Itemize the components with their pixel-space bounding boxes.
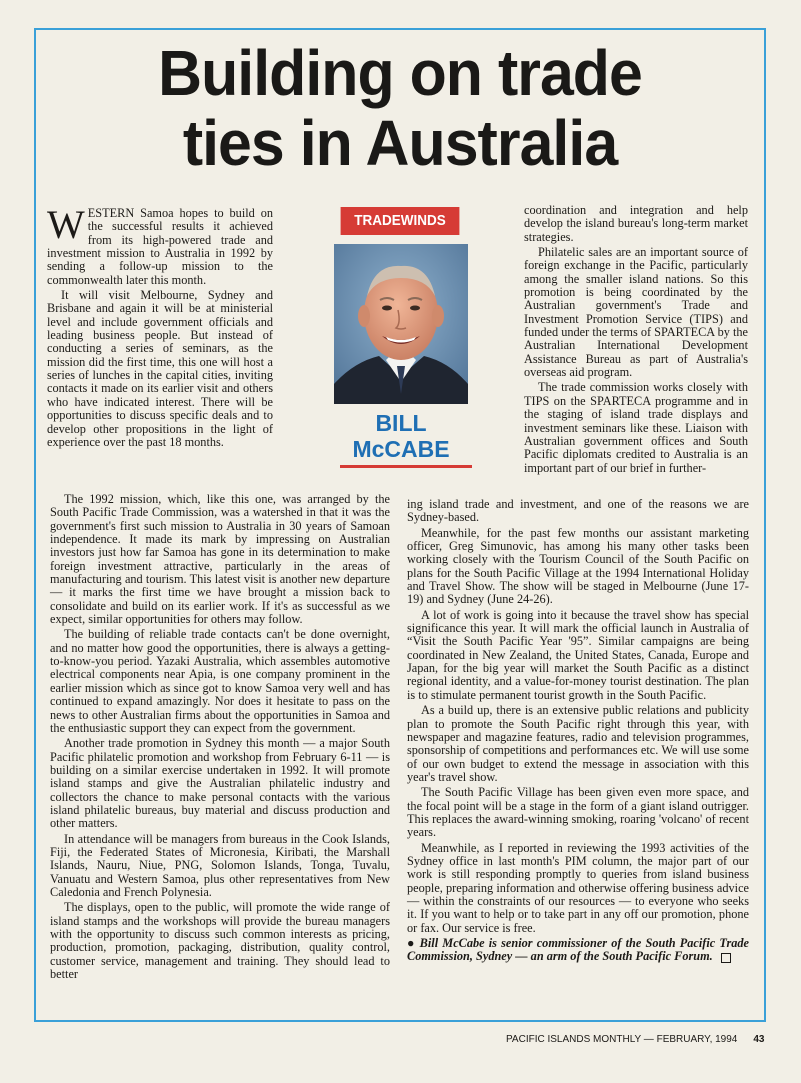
- paragraph: Philatelic sales are an important source of foreign exchange in the Pacific, particularly among the smaller island nations. So this promotion is being coordinated by the Australian government's Trade and Investment Promotion Service (TIPS) and funded under the terms of SPARTECA by the Australian International Development Assistance Bureau as part of Australia's overseas aid program.: [524, 245, 748, 380]
- paragraph: Meanwhile, as I reported in reviewing the 1993 activities of the Sydney office in last month's PIM column, the major part of our work is still responding promptly to queries from island business people, preparing information and otherwise offering business advice — within the constraints of our resources — to everyone who seeks it. If you want to help or to take part in any off our promotion, phone or fax. Our service is free.: [407, 840, 749, 935]
- end-mark-icon: [721, 953, 731, 963]
- page-number: 43: [753, 1034, 765, 1045]
- portrait-image: [334, 244, 468, 404]
- paragraph: It will visit Melbourne, Sydney and Brisbane and again it will be at ministerial level and include government officials and leading business people. But instead of conducting a series of seminars, as the mission did the first time, this one will host a series of lunches in the capital cities, inviting contacts it made on its earlier visit and others who have indicated interest. There will be opportunities to discuss specific deals and to develop other propositions in the light of experience over the past 18 months.: [47, 288, 273, 449]
- headline-line-2: ties in Australia: [182, 107, 618, 179]
- column-label: TRADEWINDS: [341, 207, 460, 235]
- drop-cap: W: [47, 202, 85, 247]
- paragraph: ing island trade and investment, and one of the reasons we are Sydney-based.: [407, 497, 749, 525]
- paragraph: coordination and integration and help develop the island bureau's long-term market strategies.: [524, 203, 748, 244]
- author-first-name: BILL: [375, 410, 427, 436]
- paragraph: As a build up, there is an extensive public relations and publicity plan to promote the South Pacific right through this year, with newspaper and magazine features, radio and television programmes, sponsorship of competitions and performances etc. We will use some of our own budget to extend the message in association with this year's travel show.: [407, 703, 749, 784]
- paragraph: In attendance will be managers from bureaus in the Cook Islands, Fiji, the Federated States of Micronesia, Kiribati, the Marshall Islands, Nauru, Niue, PNG, Solomon Islands, Tonga, Tuvalu, Vanuatu and Western Samoa, plus other representatives from New Caledonia and French Polynesia.: [50, 831, 390, 899]
- lead-paragraph: WESTERN Samoa hopes to build on the successful results it achieved from its high-powered trade and investment mission to Australia in 1992 by sending a follow-up mission to the commonwealth later this month.: [47, 202, 273, 287]
- author-photo: [334, 244, 468, 404]
- paragraph: The displays, open to the public, will promote the wide range of island stamps and the workshops will provide the bureau managers with the opportunity to discuss such common interests as pricing, production, promotion, packaging, distribution, quality control, customer service, management and training. They should lead to better: [50, 900, 390, 982]
- column-1: [47, 202, 273, 451]
- page-footer: [506, 1034, 766, 1045]
- paragraph: The trade commission works closely with TIPS on the SPARTECA programme and in the staging of island trade displays and investment seminars like these. Liaison with Australian government offices and South Pacific diplomats credited to Australia is an important part of our brief in further-: [524, 380, 748, 475]
- author-credit: ● Bill McCabe is senior commissioner of the South Pacific Trade Commission, Sydney — an arm of the South Pacific Forum.: [407, 936, 749, 964]
- author-name: [334, 410, 468, 462]
- publication-line: PACIFIC ISLANDS MONTHLY — FEBRUARY, 1994: [506, 1034, 738, 1045]
- column-3: [524, 204, 748, 477]
- author-underline: [340, 465, 472, 468]
- column-lower-right: [407, 498, 749, 966]
- column-lower-left: [50, 493, 390, 983]
- paragraph: The South Pacific Village has been given even more space, and the focal point will be a stage in the form of a giant island outrigger. This replaces the award-winning smoking, roaring 'volcano' of recent years.: [407, 785, 749, 840]
- author-last-name: McCABE: [352, 436, 450, 462]
- headline: [52, 38, 747, 178]
- headline-line-1: Building on trade: [158, 37, 642, 109]
- paragraph: A lot of work is going into it because the travel show has special significance this year. It will mark the official launch in Australia of “Visit the South Pacific Year '95”. Similar campaigns are being coordinated in New Zealand, the United States, Canada, Europe and Japan, for the big year will market the South Pacific as a distinct regional identity, and a value-for-money tourist destination. The plan is to stimulate permanent tourist growth in the South Pacific.: [407, 607, 749, 702]
- paragraph: The building of reliable trade contacts can't be done overnight, and no matter how good the opportunities, there is always a getting-to-know-you period. Yazaki Australia, which assembles automotive electrical components near Apia, is one company prominent in the earlier mission which as since got to know Samoa very well and has continued to expand amazingly. Nor does it hesitate to pass on the news to other Australian firms about the opportunities in Samoa and the enthusiastic support they can expect from the government.: [50, 627, 390, 735]
- paragraph: Meanwhile, for the past few months our assistant marketing officer, Greg Simunovic, has among his many other tasks been working closely with the Tourism Council of the South Pacific on plans for the South Pacific Village at the 1994 International Holiday and Travel Show. The show will be staged in Melbourne (June 17-19) and Sydney (June 24-26).: [407, 525, 749, 607]
- paragraph: Another trade promotion in Sydney this month — a major South Pacific philatelic promotion and workshop from February 6-11 — is building on a similar exercise undertaken in 1992. It will promote island stamps and give the Australian philatelic industry and collectors the chance to make personal contacts with the various island philatelic bureaus, buy material and discuss production and other matters.: [50, 736, 390, 831]
- paragraph: The 1992 mission, which, like this one, was arranged by the South Pacific Trade Commission, was a watershed in that it was the government's first such mission to Australia in 30 years of Samoan independence. It made its mark by impressing on Australian investors just how far Samoa has gone in its determination to make foreign investment attractive, particularly in the areas of manufacturing and tourism. This latest visit is another new departure — it marks the first time we have brought a mission back to consolidate and build on its earlier work. If it's as successful as we expect, similar opportunities for others may follow.: [50, 492, 390, 627]
